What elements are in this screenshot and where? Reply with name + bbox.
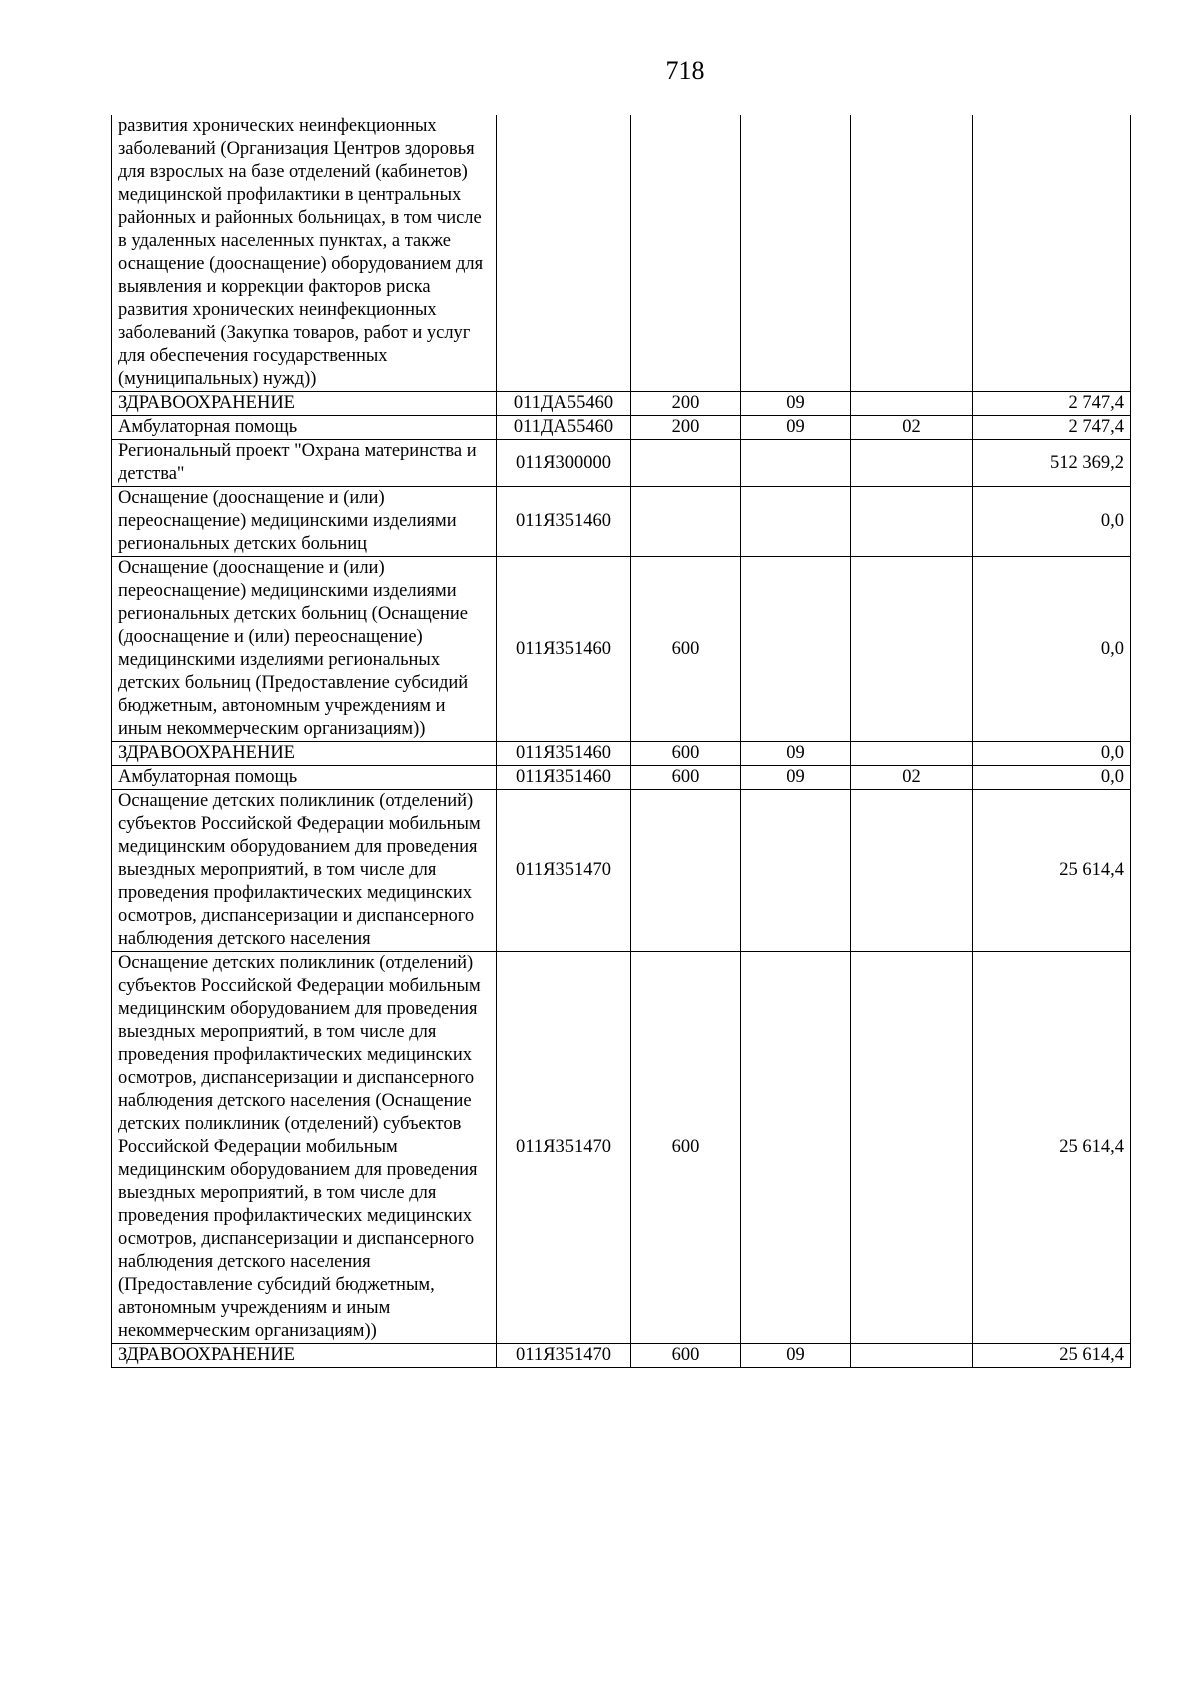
table-row [112,790,1131,952]
row-name: ЗДРАВООХРАНЕНИЕ [112,742,497,766]
table-row [112,766,1131,790]
row-name: Региональный проект "Охрана материнства и детства" [112,440,497,487]
row-section: 09 [741,1344,851,1368]
row-code: 011Я351470 [497,790,631,952]
row-section [741,115,851,392]
row-amount: 0,0 [973,766,1131,790]
table-row [112,1344,1131,1368]
row-subsection [851,742,973,766]
row-amount: 25 614,4 [973,1344,1131,1368]
row-code [497,115,631,392]
table-row [112,487,1131,557]
row-subsection [851,952,973,1344]
row-amount: 25 614,4 [973,790,1131,952]
row-code: 011ДА55460 [497,416,631,440]
row-subsection [851,1344,973,1368]
row-amount: 512 369,2 [973,440,1131,487]
row-section [741,952,851,1344]
row-code: 011Я351460 [497,742,631,766]
row-section [741,487,851,557]
row-name: Амбулаторная помощь [112,416,497,440]
row-section: 09 [741,766,851,790]
row-code: 011Я351460 [497,557,631,742]
row-expense-type: 600 [631,1344,741,1368]
table-row [112,115,1131,392]
row-name: Оснащение (дооснащение и (или) переоснащение) медицинскими изделиями региональных детских больниц (Оснащение (дооснащение и (или) переоснащение) медицинскими изделиями региональных детских больниц (Предоставление субсидий бюджетным, автономным учреждениям и иным некоммерческим организациям)) [112,557,497,742]
row-subsection [851,487,973,557]
row-code: 011Я300000 [497,440,631,487]
row-subsection: 02 [851,416,973,440]
row-code: 011Я351460 [497,487,631,557]
row-expense-type [631,790,741,952]
row-amount: 2 747,4 [973,416,1131,440]
row-amount: 25 614,4 [973,952,1131,1344]
row-code: 011Я351470 [497,1344,631,1368]
row-code: 011ДА55460 [497,392,631,416]
row-name: ЗДРАВООХРАНЕНИЕ [112,392,497,416]
row-subsection [851,790,973,952]
row-amount: 2 747,4 [973,392,1131,416]
row-amount: 0,0 [973,487,1131,557]
row-name: Амбулаторная помощь [112,766,497,790]
row-expense-type [631,487,741,557]
row-name: развития хронических неинфекционных заболеваний (Организация Центров здоровья для взрослых на базе отделений (кабинетов) медицинской профилактики в центральных районных и районных больницах, в том числе в удаленных населенных пунктах, а также оснащение (дооснащение) оборудованием для выявления и коррекции факторов риска развития хронических неинфекционных заболеваний (Закупка товаров, работ и услуг для обеспечения государственных (муниципальных) нужд)) [112,115,497,392]
row-code: 011Я351470 [497,952,631,1344]
row-section: 09 [741,416,851,440]
budget-table [111,115,1131,1368]
table-row [112,742,1131,766]
row-expense-type: 600 [631,766,741,790]
row-section: 09 [741,742,851,766]
row-amount [973,115,1131,392]
row-subsection: 02 [851,766,973,790]
row-expense-type: 200 [631,416,741,440]
row-expense-type [631,115,741,392]
table-row [112,416,1131,440]
row-subsection [851,392,973,416]
row-section [741,557,851,742]
row-subsection [851,115,973,392]
row-section [741,440,851,487]
row-name: Оснащение детских поликлиник (отделений) субъектов Российской Федерации мобильным медицинским оборудованием для проведения выездных мероприятий, в том числе для проведения профилактических медицинских осмотров, диспансеризации и диспансерного наблюдения детского населения [112,790,497,952]
row-code: 011Я351460 [497,766,631,790]
row-name: Оснащение детских поликлиник (отделений) субъектов Российской Федерации мобильным медицинским оборудованием для проведения выездных мероприятий, в том числе для проведения профилактических медицинских осмотров, диспансеризации и диспансерного наблюдения детского населения (Оснащение детских поликлиник (отделений) субъектов Российской Федерации мобильным медицинским оборудованием для проведения выездных мероприятий, в том числе для проведения профилактических медицинских осмотров, диспансеризации и диспансерного наблюдения детского населения (Предоставление субсидий бюджетным, автономным учреждениям и иным некоммерческим организациям)) [112,952,497,1344]
table-row [112,440,1131,487]
row-expense-type: 600 [631,742,741,766]
row-expense-type [631,440,741,487]
row-expense-type: 200 [631,392,741,416]
row-name: Оснащение (дооснащение и (или) переоснащение) медицинскими изделиями региональных детских больниц [112,487,497,557]
row-name: ЗДРАВООХРАНЕНИЕ [112,1344,497,1368]
row-expense-type: 600 [631,952,741,1344]
row-amount: 0,0 [973,742,1131,766]
row-subsection [851,440,973,487]
table-row [112,557,1131,742]
table-row [112,392,1131,416]
page-number: 718 [665,56,705,85]
table-row [112,952,1131,1344]
row-section: 09 [741,392,851,416]
row-amount: 0,0 [973,557,1131,742]
row-subsection [851,557,973,742]
row-expense-type: 600 [631,557,741,742]
row-section [741,790,851,952]
